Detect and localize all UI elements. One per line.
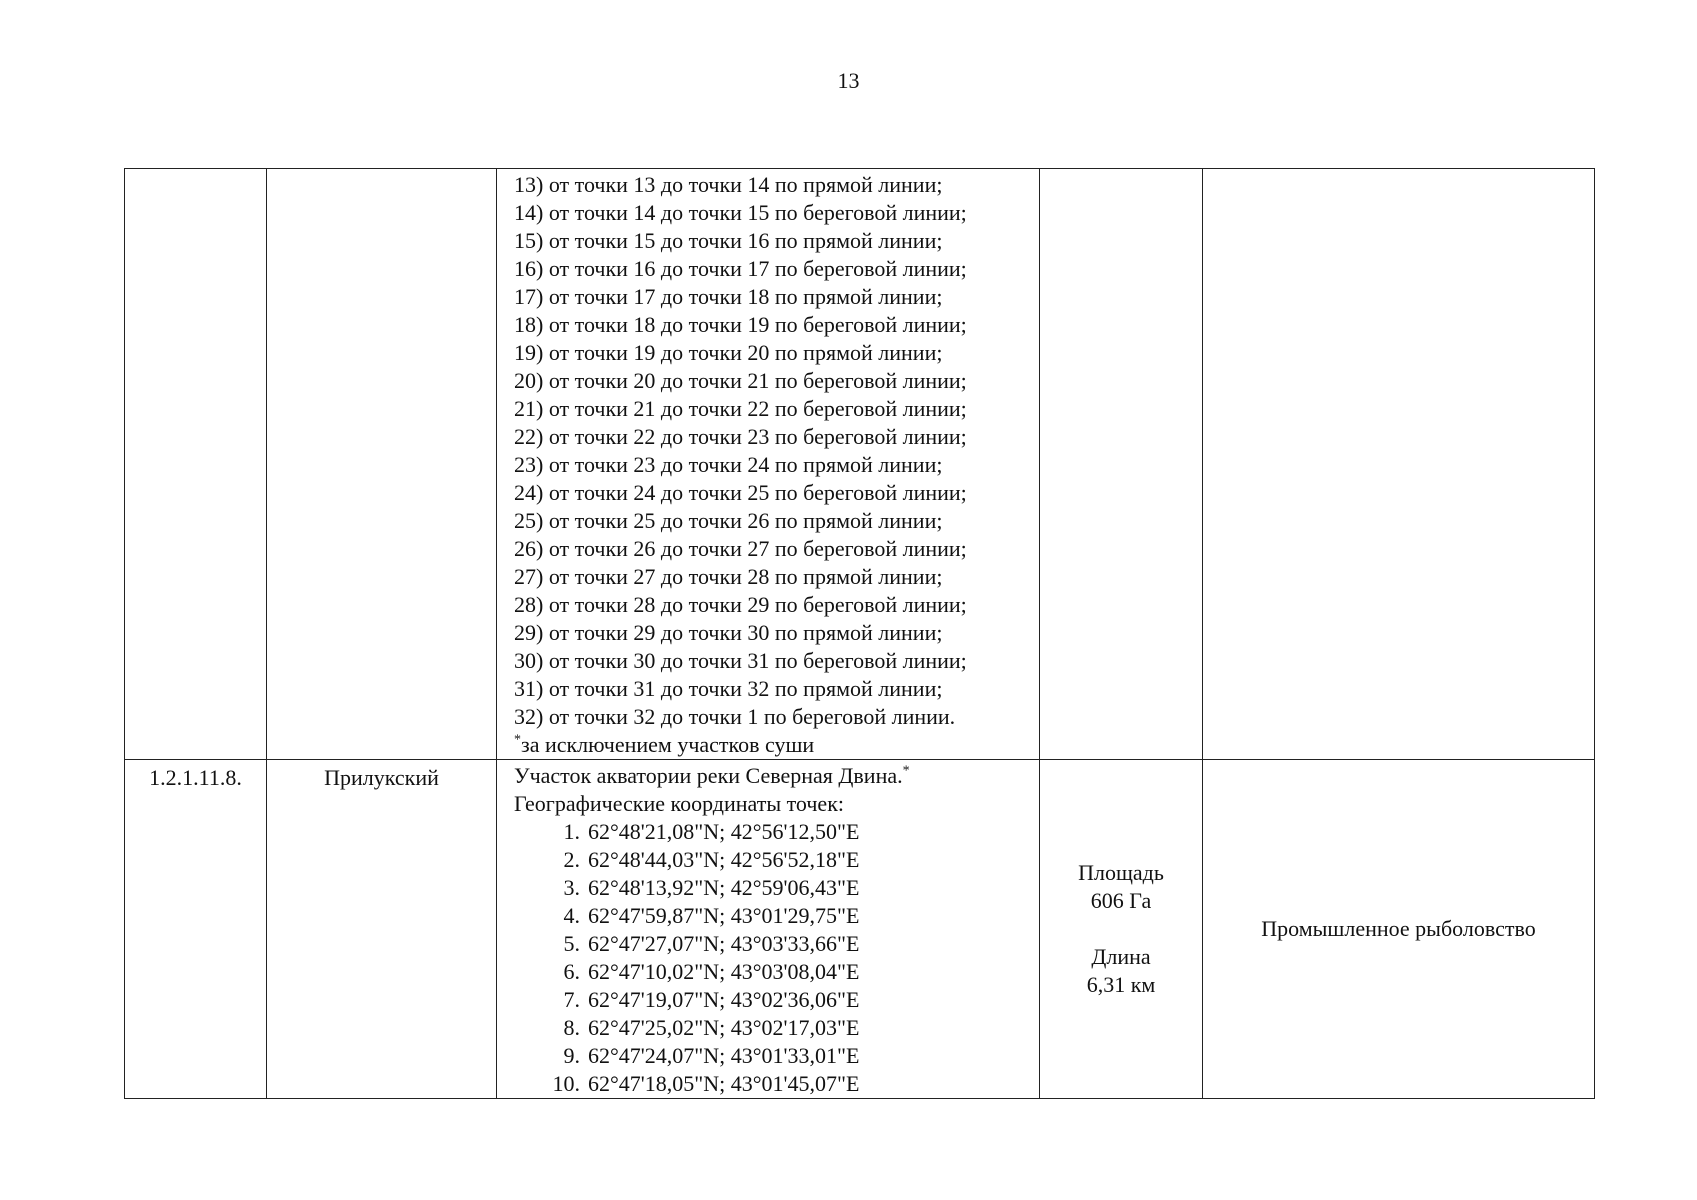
boundary-line: 30) от точки 30 до точки 31 по береговой линии; <box>514 648 967 673</box>
coordinate-item <box>514 958 1039 986</box>
boundary-line: 31) от точки 31 до точки 32 по прямой линии; <box>514 676 943 701</box>
coordinate-index: 7. <box>563 987 580 1012</box>
coordinate-index: 6. <box>563 959 580 984</box>
footnote <box>514 731 1039 759</box>
usage-cell <box>1203 760 1595 1099</box>
coords-heading: Географические координаты точек: <box>514 791 844 816</box>
boundary-line: 23) от точки 23 до точки 24 по прямой линии; <box>514 452 943 477</box>
area-name: Прилукский <box>324 765 439 790</box>
footnote-text: за исключением участков суши <box>521 732 815 757</box>
boundary-line: 16) от точки 16 до точки 17 по береговой линии; <box>514 256 967 281</box>
boundary-line: 13) от точки 13 до точки 14 по прямой линии; <box>514 172 943 197</box>
area-label: Площадь <box>1078 860 1164 885</box>
coordinate-index: 3. <box>563 875 580 900</box>
boundary-line: 20) от точки 20 до точки 21 по береговой линии; <box>514 368 967 393</box>
coordinate-index: 10. <box>552 1071 580 1096</box>
coordinate-item <box>514 930 1039 958</box>
row-number: 1.2.1.11.8. <box>149 765 242 790</box>
page-number: 13 <box>837 68 860 93</box>
boundary-line: 22) от точки 22 до точки 23 по береговой линии; <box>514 424 967 449</box>
coordinate-index: 5. <box>563 931 580 956</box>
usage-text: Промышленное рыболовство <box>1261 916 1536 941</box>
coordinate-index: 8. <box>563 1015 580 1040</box>
size-cell <box>1040 760 1203 1099</box>
area-name-cell <box>267 169 497 760</box>
table-row <box>125 760 1595 1099</box>
footnote-mark: * <box>902 763 910 779</box>
usage-cell <box>1203 169 1595 760</box>
area-value: 606 Га <box>1090 888 1152 913</box>
boundary-line: 26) от точки 26 до точки 27 по береговой линии; <box>514 536 967 561</box>
boundary-line: 14) от точки 14 до точки 15 по береговой линии; <box>514 200 967 225</box>
coordinate-value: 62°48'21,08"N; 42°56'12,50"E <box>588 819 860 844</box>
area-name-cell <box>267 760 497 1099</box>
coordinate-value: 62°47'19,07"N; 43°02'36,06"E <box>588 987 860 1012</box>
coordinates-list <box>514 818 1039 1096</box>
boundary-lines <box>497 169 1039 759</box>
boundary-line: 24) от точки 24 до точки 25 по береговой линии; <box>514 480 967 505</box>
boundary-line: 17) от точки 17 до точки 18 по прямой линии; <box>514 284 943 309</box>
coordinate-item <box>514 846 1039 874</box>
coordinate-item <box>514 986 1039 1014</box>
coordinate-index: 4. <box>563 903 580 928</box>
coordinate-index: 9. <box>563 1043 580 1068</box>
boundary-line: 29) от точки 29 до точки 30 по прямой линии; <box>514 620 943 645</box>
boundary-line: 32) от точки 32 до точки 1 по береговой линии. <box>514 704 956 729</box>
area-title: Участок акватории реки Северная Двина.* <box>514 763 910 788</box>
boundary-line: 27) от точки 27 до точки 28 по прямой линии; <box>514 564 943 589</box>
boundary-line: 28) от точки 28 до точки 29 по береговой линии; <box>514 592 967 617</box>
footnote-mark: * <box>514 732 521 748</box>
coordinate-value: 62°47'27,07"N; 43°03'33,66"E <box>588 931 860 956</box>
fishing-areas-table <box>124 168 1595 1099</box>
boundary-line: 19) от точки 19 до точки 20 по прямой линии; <box>514 340 943 365</box>
coordinate-value: 62°48'13,92"N; 42°59'06,43"E <box>588 875 860 900</box>
length-value: 6,31 км <box>1086 972 1156 997</box>
coordinate-index: 1. <box>563 819 580 844</box>
coordinate-value: 62°48'44,03"N; 42°56'52,18"E <box>588 847 860 872</box>
coordinate-item <box>514 818 1039 846</box>
size-cell <box>1040 169 1203 760</box>
coordinate-item <box>514 1014 1039 1042</box>
boundary-description-cell <box>497 760 1040 1099</box>
coordinate-value: 62°47'10,02"N; 43°03'08,04"E <box>588 959 860 984</box>
coordinate-value: 62°47'59,87"N; 43°01'29,75"E <box>588 903 860 928</box>
coordinate-value: 62°47'25,02"N; 43°02'17,03"E <box>588 1015 860 1040</box>
boundary-line: 18) от точки 18 до точки 19 по береговой линии; <box>514 312 967 337</box>
area-description <box>497 760 1039 1096</box>
coordinate-item <box>514 902 1039 930</box>
boundary-line: 21) от точки 21 до точки 22 по береговой линии; <box>514 396 967 421</box>
boundary-description-cell <box>497 169 1040 760</box>
length-label: Длина <box>1091 944 1151 969</box>
coordinate-item <box>514 874 1039 902</box>
row-number-cell <box>125 760 267 1099</box>
table-row <box>125 169 1595 760</box>
coordinate-item <box>514 1070 1039 1098</box>
boundary-line: 25) от точки 25 до точки 26 по прямой линии; <box>514 508 943 533</box>
row-number-cell <box>125 169 267 760</box>
boundary-line: 15) от точки 15 до точки 16 по прямой линии; <box>514 228 943 253</box>
coordinate-index: 2. <box>563 847 580 872</box>
coordinate-value: 62°47'24,07"N; 43°01'33,01"E <box>588 1043 860 1068</box>
coordinate-value: 62°47'18,05"N; 43°01'45,07"E <box>588 1071 860 1096</box>
coordinate-item <box>514 1042 1039 1070</box>
